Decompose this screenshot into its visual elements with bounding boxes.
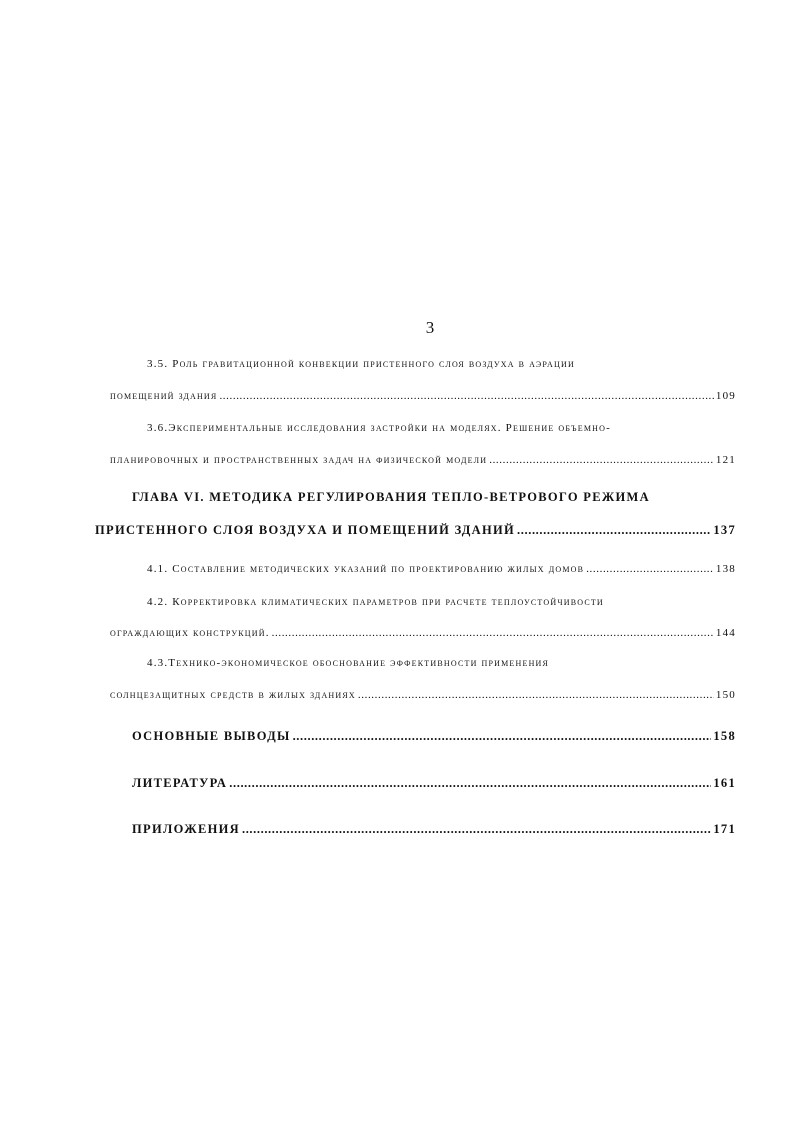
toc-entry-4-3-line2: солнцезащитных средств в жилых зданиях xyxy=(110,689,356,701)
toc-leader-dots xyxy=(489,454,714,466)
page-number: 3 xyxy=(425,318,435,337)
toc-entry-4-1-line1: 4.1. Составление методических указаний по проектированию жилых домов xyxy=(147,563,585,575)
toc-page-3-5: 109 xyxy=(715,390,736,402)
toc-entry-3-5-line2: помещений здания xyxy=(110,390,218,402)
toc-conclusions[interactable] xyxy=(132,729,736,744)
toc-page-3-6: 121 xyxy=(715,454,736,466)
toc-leader-dots xyxy=(229,776,711,791)
toc-page-chapter-6: 137 xyxy=(713,523,736,537)
toc-leader-dots xyxy=(242,822,711,837)
toc-page-conclusions: 158 xyxy=(713,729,736,743)
toc-entry-4-3-line1: 4.3.Технико-экономическое обоснование эффективности применения xyxy=(147,657,550,669)
toc-leader-dots xyxy=(358,689,714,701)
toc-conclusions-label: ОСНОВНЫЕ ВЫВОДЫ xyxy=(132,729,291,743)
toc-entry-3-6-line2: планировочных и пространственных задач на физической модели xyxy=(110,454,488,466)
toc-page-4-3: 150 xyxy=(715,689,736,701)
toc-entry-3-5-line1: 3.5. Роль гравитационной конвекции пристенного слоя воздуха в аэрации xyxy=(147,358,575,370)
toc-appendices[interactable] xyxy=(132,822,736,837)
toc-leader-dots xyxy=(272,627,714,639)
toc-entry-4-3[interactable] xyxy=(110,689,736,701)
toc-entry-4-1[interactable] xyxy=(147,563,736,575)
toc-chapter-6-line1: ГЛАВА VI. МЕТОДИКА РЕГУЛИРОВАНИЯ ТЕПЛО-ВЕТРОВОГО РЕЖИМА xyxy=(132,490,650,504)
toc-page-4-2: 144 xyxy=(715,627,736,639)
toc-entry-4-2-line1: 4.2. Корректировка климатических параметров при расчете теплоустойчивости xyxy=(147,596,604,608)
toc-entry-3-5[interactable] xyxy=(110,390,736,402)
toc-leader-dots xyxy=(219,390,713,402)
toc-page-4-1: 138 xyxy=(715,563,736,575)
toc-entry-3-6[interactable] xyxy=(110,454,736,466)
toc-entry-4-2-line2: ограждающих конструкций. xyxy=(110,627,270,639)
toc-appendices-label: ПРИЛОЖЕНИЯ xyxy=(132,822,240,836)
toc-page-literature: 161 xyxy=(713,776,736,790)
toc-leader-dots xyxy=(586,563,714,575)
toc-entry-3-6-line1: 3.6.Экспериментальные исследования застройки на моделях. Решение объемно- xyxy=(147,422,611,434)
toc-literature-label: ЛИТЕРАТУРА xyxy=(132,776,228,790)
toc-leader-dots xyxy=(293,729,712,744)
toc-chapter-6-line2: ПРИСТЕННОГО СЛОЯ ВОЗДУХА И ПОМЕЩЕНИЙ ЗДАНИЙ xyxy=(95,523,516,537)
toc-page-appendices: 171 xyxy=(713,822,736,836)
toc-chapter-6[interactable] xyxy=(95,523,736,538)
toc-entry-4-2[interactable] xyxy=(110,627,736,639)
toc-literature[interactable] xyxy=(132,776,736,791)
toc-leader-dots xyxy=(517,523,711,538)
